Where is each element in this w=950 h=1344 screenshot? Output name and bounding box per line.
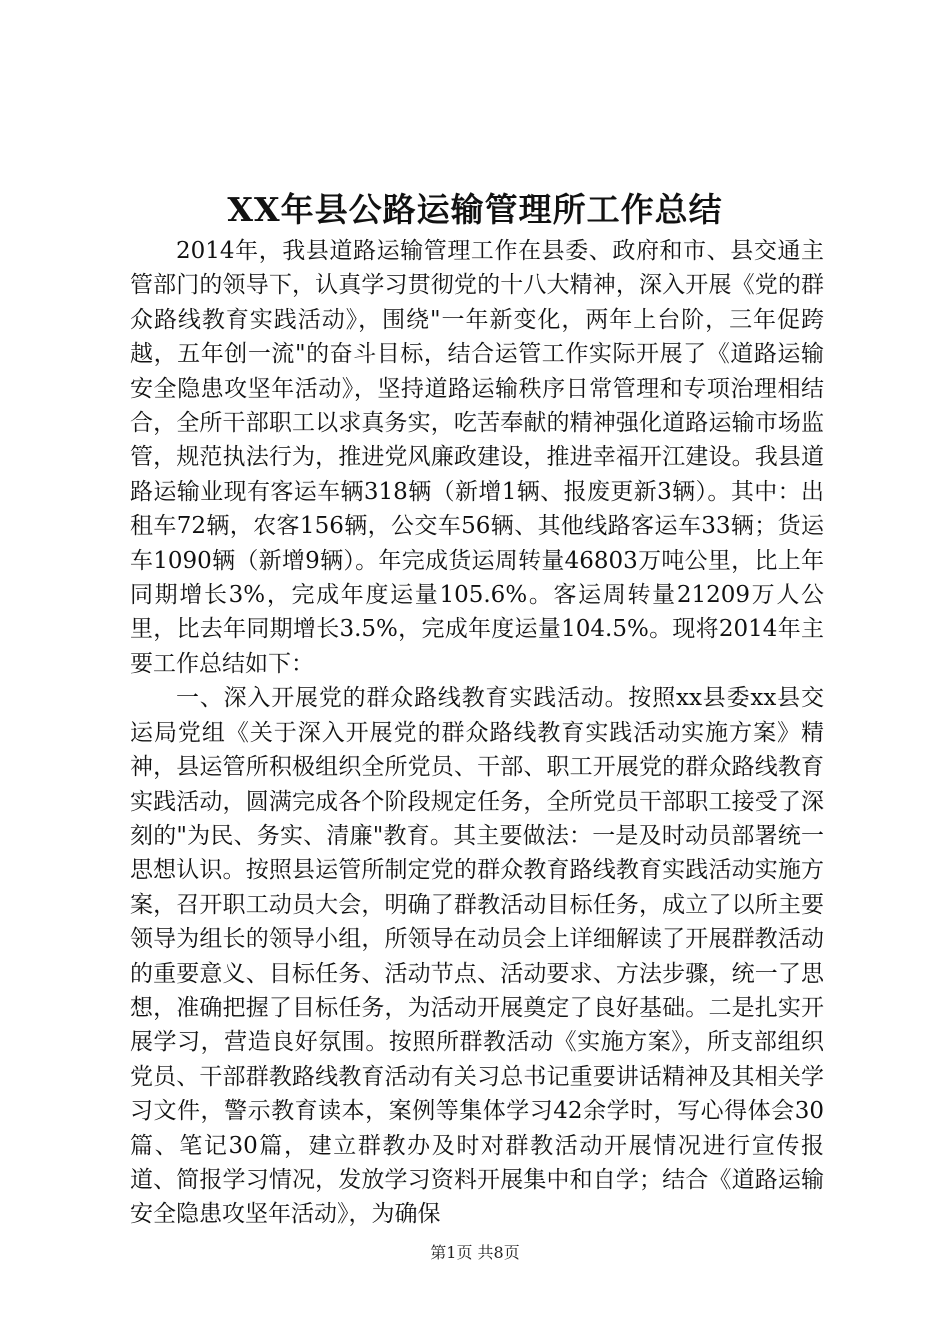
- body-paragraph: 2014年，我县道路运输管理工作在县委、政府和市、县交通主管部门的领导下，认真学习贯彻党的十八大精神，深入开展《党的群众路线教育实践活动》，围绕"一年新变化，两年上台阶，三年促跨越，五年创一流"的奋斗目标，结合运管工作实际开展了《道路运输安全隐患攻坚年活动》，坚持道路运输秩序日常管理和专项治理相结合，全所干部职工以求真务实，吃苦奉献的精神强化道路运输市场监管，规范执法行为，推进党风廉政建设，推进幸福开江建设。我县道路运输业现有客运车辆318辆（新增1辆、报废更新3辆）。其中：出租车72辆，农客156辆，公交车56辆、其他线路客运车33辆；货运车1090辆（新增9辆）。年完成货运周转量46803万吨公里，比上年同期增长3%，完成年度运量105.6%。客运周转量21209万人公里，比去年同期增长3.5%，完成年度运量104.5%。现将2014年主要工作总结如下：: [130, 238, 824, 677]
- document-body: [130, 234, 824, 1232]
- page-number-footer: 第1页 共8页: [430, 1243, 520, 1262]
- document-title: XX年县公路运输管理所工作总结: [227, 190, 723, 229]
- body-paragraph: 一、深入开展党的群众路线教育实践活动。按照xx县委xx县交运局党组《关于深入开展党的群众路线教育实践活动实施方案》精神，县运管所积极组织全所党员、干部、职工开展党的群众路线教育实践活动，圆满完成各个阶段规定任务，全所党员干部职工接受了深刻的"为民、务实、清廉"教育。其主要做法：一是及时动员部署统一思想认识。按照县运管所制定党的群众教育路线教育实践活动实施方案，召开职工动员大会，明确了群教活动目标任务，成立了以所主要领导为组长的领导小组，所领导在动员会上详细解读了开展群教活动的重要意义、目标任务、活动节点、活动要求、方法步骤，统一了思想，准确把握了目标任务，为活动开展奠定了良好基础。二是扎实开展学习，营造良好氛围。按照所群教活动《实施方案》，所支部组织党员、干部群教路线教育活动有关习总书记重要讲话精神及其相关学习文件，警示教育读本，案例等集体学习42余学时，写心得体会30篇、笔记30篇，建立群教办及时对群教活动开展情况进行宣传报道、简报学习情况，发放学习资料开展集中和自学；结合《道路运输安全隐患攻坚年活动》，为确保: [130, 685, 824, 1228]
